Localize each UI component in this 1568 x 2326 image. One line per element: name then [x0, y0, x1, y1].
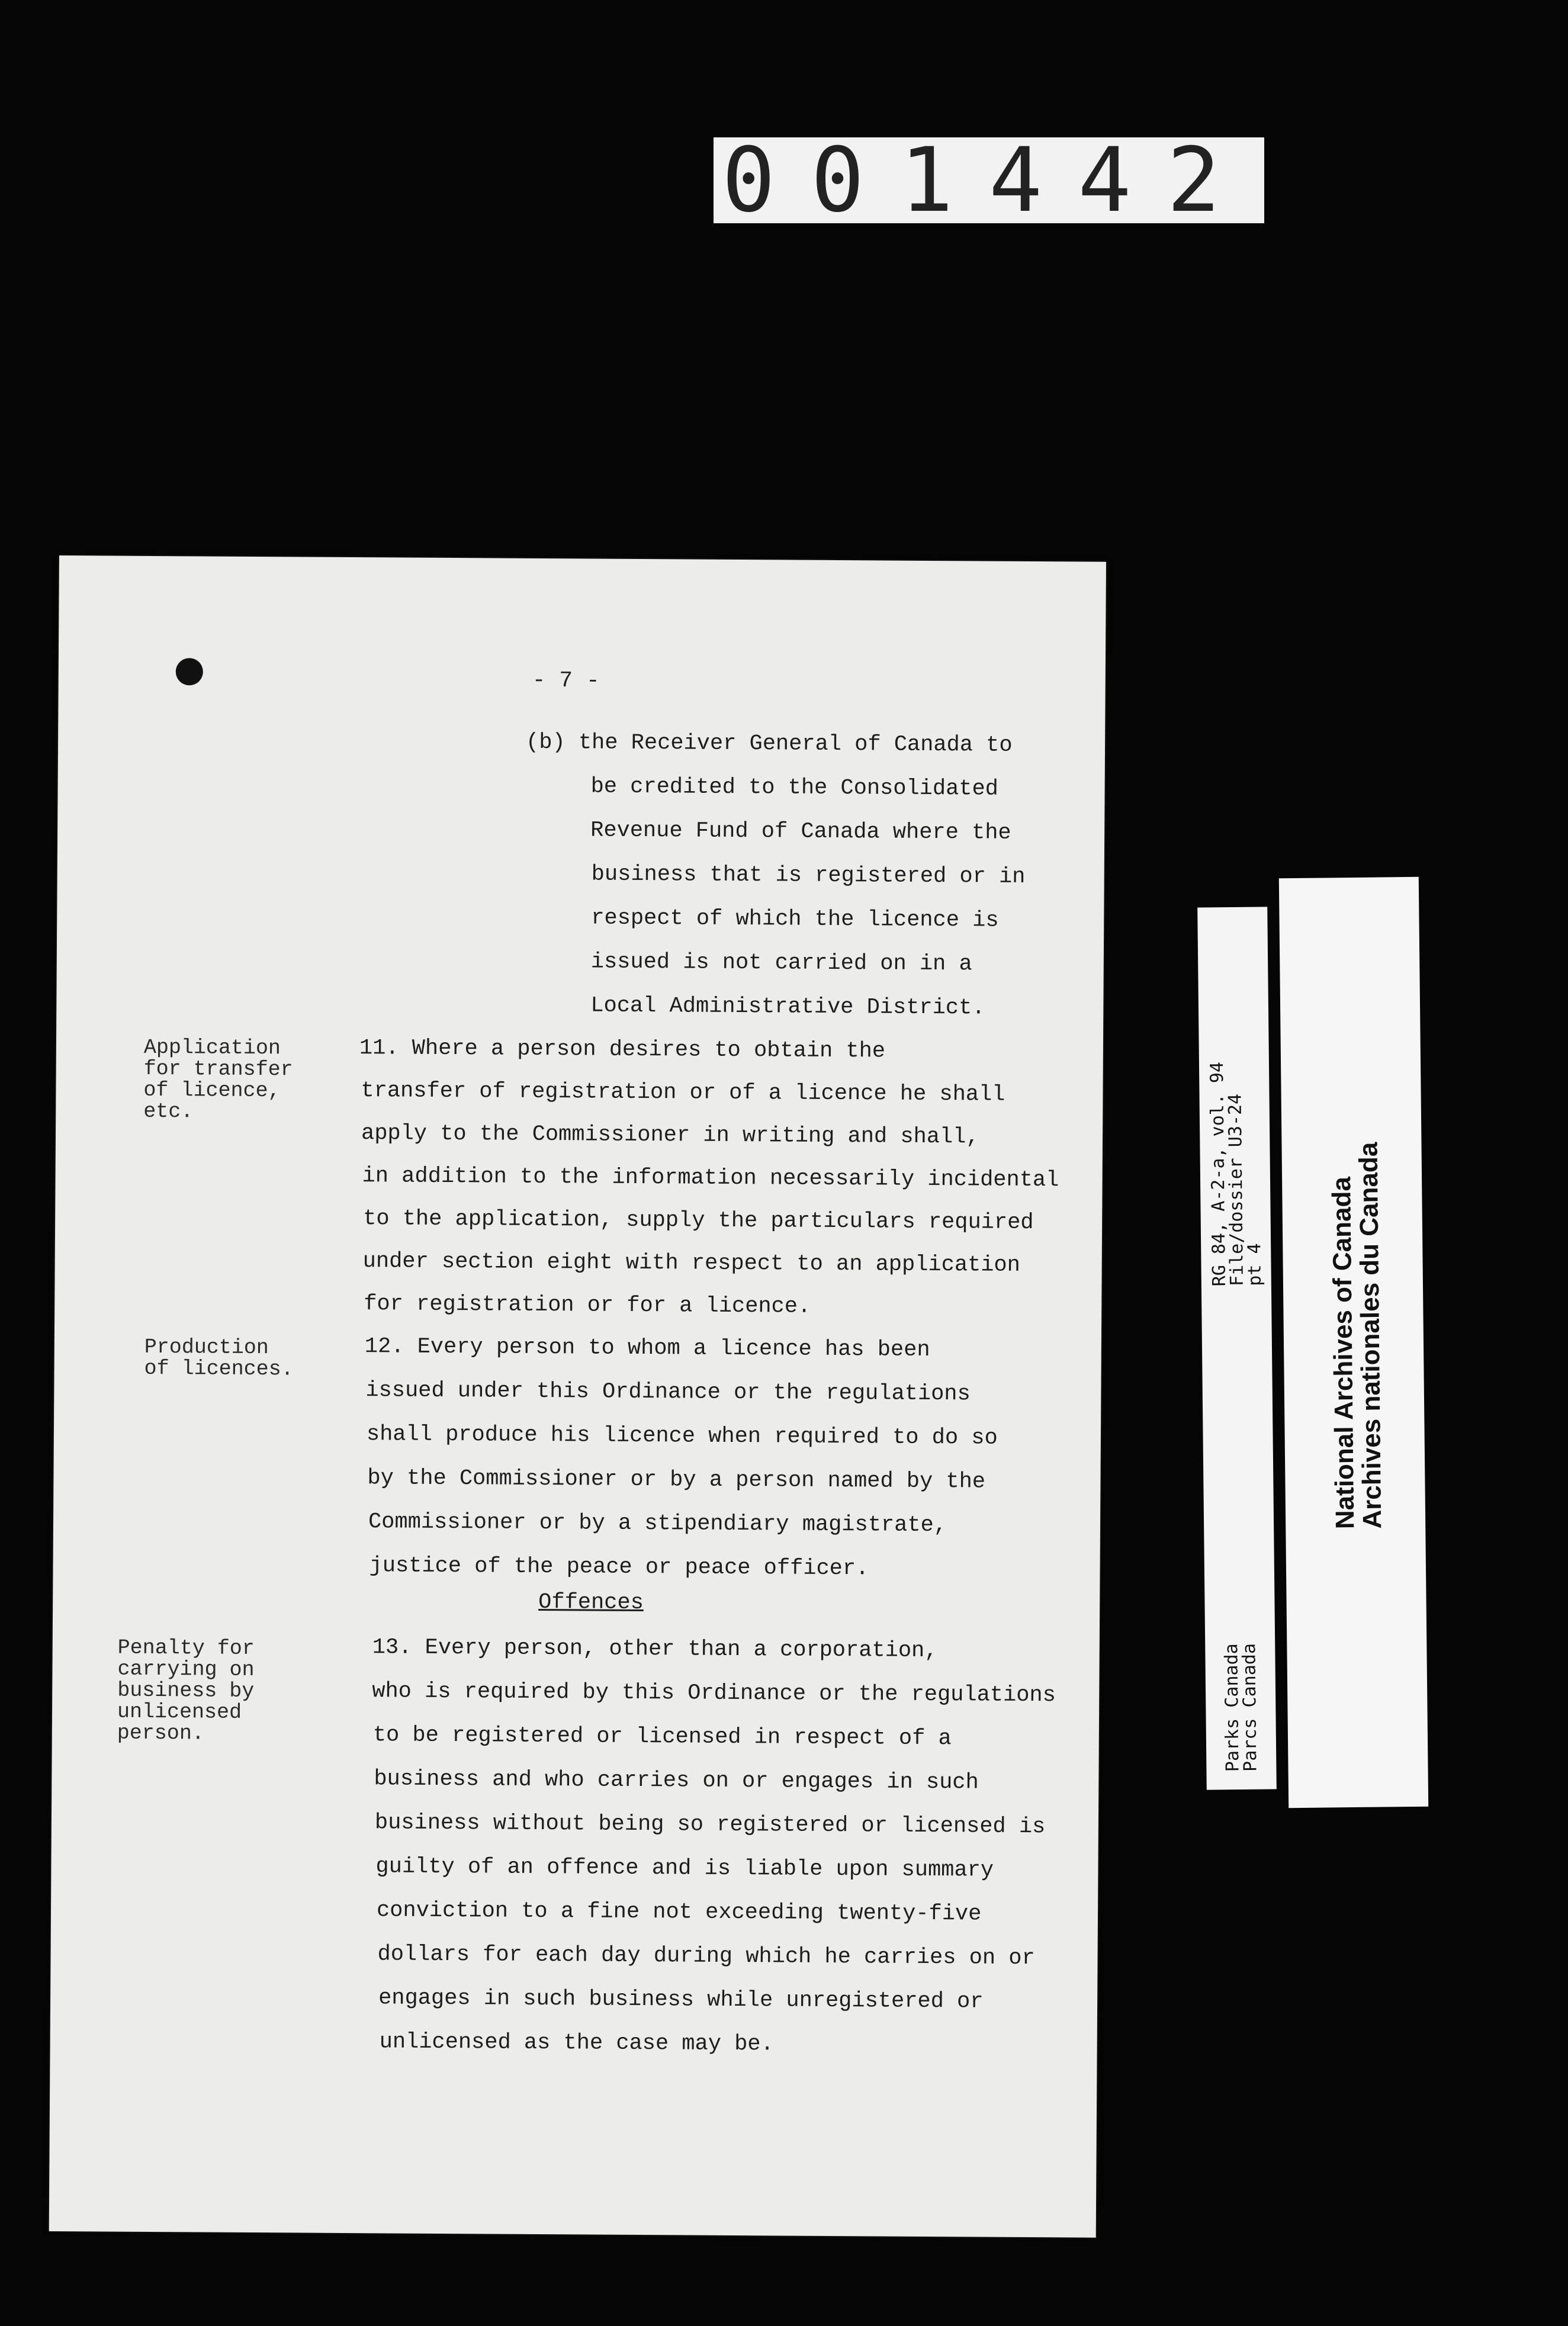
text-line: guilty of an offence and is liable upon summary	[375, 1854, 994, 1883]
text-line: Revenue Fund of Canada where the	[590, 818, 1011, 846]
text-line: business without being so registered or licensed is	[374, 1810, 1046, 1840]
text-line: dollars for each day during which he carries on or	[377, 1942, 1035, 1971]
text-line: business and who carries on or engages in such	[374, 1766, 979, 1795]
text-line: transfer of registration or of a licence he shall	[361, 1078, 1005, 1107]
national-archives-label	[1279, 877, 1428, 1808]
text-line: 11. Where a person desires to obtain the	[359, 1036, 886, 1064]
page-number: - 7 -	[532, 667, 600, 694]
text-line: Commissioner or by a stipendiary magistrate,	[368, 1509, 947, 1538]
text-line: for registration or for a licence.	[364, 1291, 811, 1319]
text-line: (b) the Receiver General of Canada to	[525, 730, 1013, 758]
parks-canada-label	[1197, 907, 1277, 1790]
paragraph-b	[59, 555, 1106, 1021]
margin-note-production: Production of licences.	[144, 1335, 294, 1382]
national-archives-name: National Archives of Canada Archives nationales du Canada	[1327, 1142, 1387, 1530]
text-line: 13. Every person, other than a corporation,	[372, 1635, 938, 1664]
frame-number-label: 001442	[714, 137, 1264, 223]
text-line: shall produce his licence when required to do so	[366, 1422, 998, 1451]
text-line: issued is not carried on in a	[590, 949, 972, 977]
punch-hole	[176, 658, 203, 685]
text-line: justice of the peace or peace officer.	[369, 1553, 869, 1582]
text-line: Local Administrative District.	[590, 993, 985, 1021]
text-line: 12. Every person to whom a licence has been	[364, 1334, 930, 1363]
heading-offences: Offences	[538, 1589, 644, 1616]
text-line: engages in such business while unregistered or	[378, 1986, 984, 2015]
document-page	[49, 555, 1106, 2238]
text-line: issued under this Ordinance or the regulations	[365, 1378, 971, 1407]
archival-reference: RG 84, A-2-a, vol. 94 File/dossier U3-24 pt 4	[1206, 1061, 1265, 1287]
text-line: apply to the Commissioner in writing and shall,	[361, 1121, 979, 1150]
text-line: to the application, supply the particulars required	[363, 1206, 1034, 1236]
text-line: to be registered or licensed in respect of a	[372, 1723, 952, 1752]
text-line: be credited to the Consolidated	[590, 774, 999, 802]
text-line: conviction to a fine not exceeding twenty-five	[376, 1898, 982, 1927]
margin-note-penalty: Penalty for carrying on business by unlicensed person.	[117, 1636, 255, 1746]
text-line: in addition to the information necessarily incidental	[362, 1164, 1059, 1193]
parks-canada-name: Parks Canada Parcs Canada	[1221, 1643, 1261, 1772]
margin-note-application: Application for transfer of licence, etc.	[143, 1035, 293, 1124]
text-line: unlicensed as the case may be.	[379, 2029, 774, 2057]
text-line: by the Commissioner or by a person named by the	[367, 1466, 986, 1495]
text-line: business that is registered or in	[591, 862, 1026, 889]
text-line: under section eight with respect to an application	[362, 1249, 1021, 1278]
text-line: respect of which the licence is	[591, 905, 999, 933]
text-line: who is required by this Ordinance or the regulations	[372, 1679, 1056, 1708]
